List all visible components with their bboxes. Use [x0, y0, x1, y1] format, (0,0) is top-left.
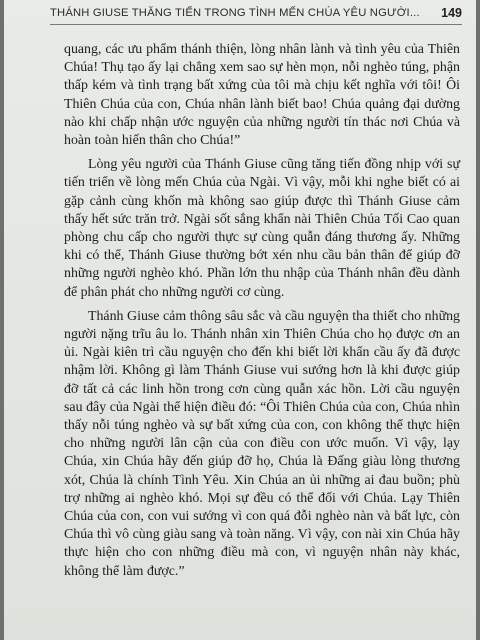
page-header — [50, 3, 462, 23]
paragraph-love-of-neighbor: Lòng yêu người của Thánh Giuse cũng tăng tiến đồng nhịp với sự tiến triển về lòng mến Chúa của Ngài. Vì vậy, mỗi khi nghe biết có ai gặp cảnh cùng khốn mà không sao giúp được thì Thánh Giuse cảm thấy hết sức trăn trở. Ngài sốt sắng khẩn nài Thiên Chúa Tối Cao quan phòng chu cấp cho người thực sự cùng quẫn đáng thương ấy. Những khi có thể, Thánh Giuse thường bớt xén nhu cầu bản thân để giúp đỡ những người nghèo khó. Phần lớn thu nhập của Thánh nhân đều dành để phân phát cho những người cơ cùng. — [64, 157, 460, 300]
book-page — [4, 0, 476, 640]
body-text — [64, 41, 460, 581]
page-number: 149 — [441, 6, 462, 20]
paragraph-prayer: Thánh Giuse cảm thông sâu sắc và cầu nguyện tha thiết cho những người nặng trĩu âu lo. Thánh nhân xin Thiên Chúa cho họ được ơn an ủi. Ngài kiên trì cầu nguyện cho đến khi biết lời khẩn cầu ấy đã được nhậm lời. Không gì làm Thánh Giuse vui sướng hơn là khi được giúp đỡ tất cả các linh hồn trong cơn cùng quẫn xác hồn. Lời cầu nguyện sau đây của Ngài thể hiện điều đó: “Ôi Thiên Chúa của con, Chúa nhìn thấy nỗi túng nghèo và sự bất xứng của con, con không thể thực hiện cho những người lân cận của con điều con ước muốn. Vì vậy, lạy Chúa, xin Chúa hãy đến giúp đỡ họ, Chúa là Đấng giàu lòng thương xót, Chúa là chính Tình Yêu. Xin Chúa an ủi những ai đau buồn; phù trợ những ai nghèo khó. Mọi sự đều có thể đối với Chúa. Lạy Thiên Chúa của con, con vui sướng vì con quá đỗi nghèo nàn và bất lực, còn Chúa thì vô cùng giàu sang và toàn năng. Vì vậy, con nài xin Chúa hãy thực hiện cho con những điều mà con, vì nguyện nhân này khác, không thể làm được.” — [64, 308, 460, 579]
header-rule — [50, 24, 462, 25]
running-head: THÁNH GIUSE THĂNG TIẾN TRONG TÌNH MẾN CHÚA YÊU NGƯỜI... — [50, 7, 420, 19]
paragraph-continuation: quang, các ưu phẩm thánh thiện, lòng nhân lành và tình yêu của Thiên Chúa! Thụ tạo ấy lại chẳng xem sao sự hèn mọn, nỗi nghèo túng, phận thấp kém và tình trạng bất xứng của tôi mà chịu kết nghĩa với tôi! Ôi Thiên Chúa của con, Chúa nhân lành biết bao! Chúa quảng đại dường nào khi chấp nhận ước nguyện của những người tín thác nơi Chúa và hoàn toàn hiến thân cho Chúa!” — [64, 42, 460, 149]
